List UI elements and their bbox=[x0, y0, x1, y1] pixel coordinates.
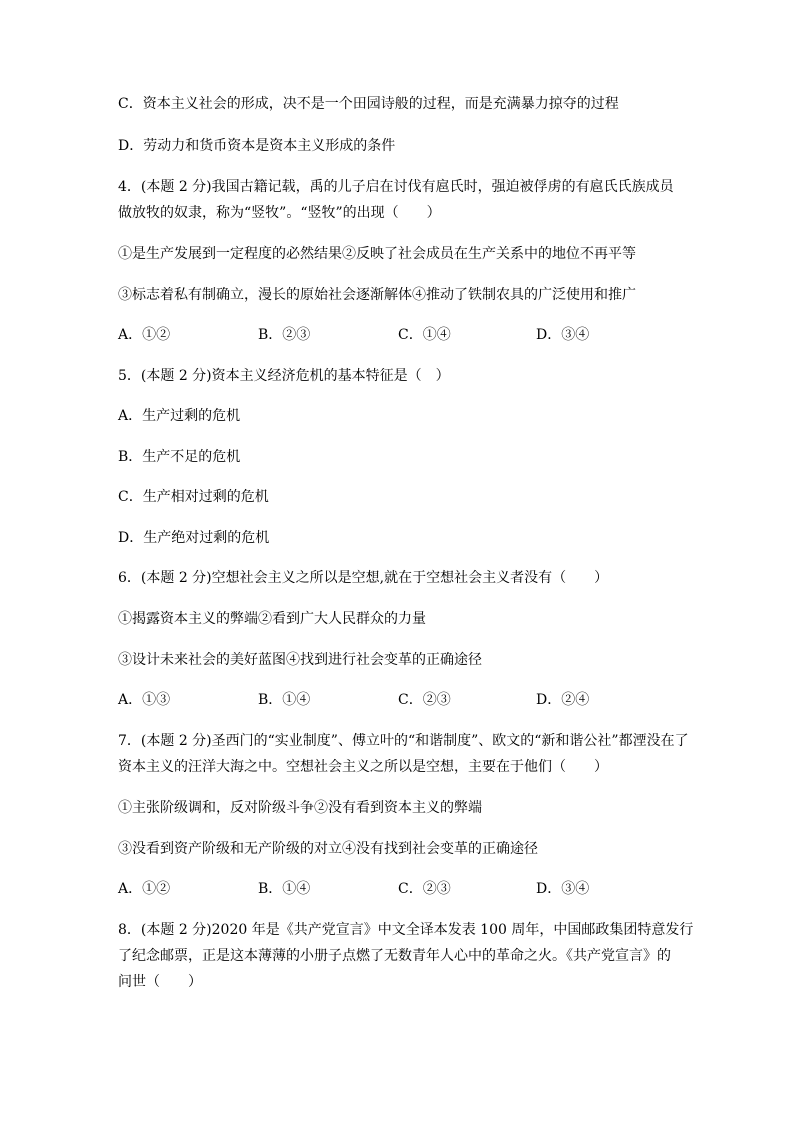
q7-stem-line-2: 资本主义的汪洋大海之中。空想社会主义之所以是空想，主要在于他们（ ） bbox=[118, 759, 608, 775]
q6-option-b: B．①④ bbox=[258, 692, 311, 708]
q6-option-c: C．②③ bbox=[398, 692, 451, 708]
q5-option-a: A．生产过剩的危机 bbox=[118, 408, 241, 424]
q4-option-c: C．①④ bbox=[398, 327, 451, 343]
q4-stem-line-1: 4．(本题 2 分)我国古籍记载，禹的儿子启在讨伐有扈氏时，强迫被俘虏的有扈氏氏族成员 bbox=[118, 179, 674, 195]
q4-stem-line-2: 做放牧的奴隶，称为“竖牧”。“竖牧”的出现（ ） bbox=[118, 205, 441, 221]
q4-option-d: D．③④ bbox=[536, 327, 590, 343]
q6-option-d: D．②④ bbox=[536, 692, 590, 708]
q3-option-c: C．资本主义社会的形成，决不是一个田园诗般的过程，而是充满暴力掠夺的过程 bbox=[118, 96, 619, 112]
q7-option-a: A．①② bbox=[118, 881, 171, 897]
q5-option-c: C．生产相对过剩的危机 bbox=[118, 489, 269, 505]
q7-stem-line-1: 7．(本题 2 分)圣西门的“实业制度”、傅立叶的“和谐制度”、欧文的“新和谐公社”都湮没在了 bbox=[118, 733, 689, 749]
q7-option-b: B．①④ bbox=[258, 881, 311, 897]
q7-statements-line-1: ①主张阶级调和，反对阶级斗争②没有看到资本主义的弊端 bbox=[118, 800, 482, 816]
q5-option-d: D．生产绝对过剩的危机 bbox=[118, 530, 270, 546]
q6-options bbox=[118, 690, 718, 710]
q4-option-a: A．①② bbox=[118, 327, 171, 343]
q8-stem-line-2: 了纪念邮票，正是这本薄薄的小册子点燃了无数青年人心中的革命之火。《共产党宣言》的 bbox=[118, 948, 671, 964]
q8-stem-line-1: 8．(本题 2 分)2020 年是《共产党宣言》中文全译本发表 100 周年，中国邮政集团特意发行 bbox=[118, 922, 694, 938]
q7-option-d: D．③④ bbox=[536, 881, 590, 897]
q4-option-b: B．②③ bbox=[258, 327, 311, 343]
q6-option-a: A．①③ bbox=[118, 692, 171, 708]
q4-statements-line-1: ①是生产发展到一定程度的必然结果②反映了社会成员在生产关系中的地位不再平等 bbox=[118, 246, 636, 262]
q4-options bbox=[118, 325, 718, 345]
q5-option-b: B．生产不足的危机 bbox=[118, 449, 241, 465]
q5-stem: 5．(本题 2 分)资本主义经济危机的基本特征是（ ） bbox=[118, 368, 450, 384]
q6-stem: 6．(本题 2 分)空想社会主义之所以是空想,就在于空想社会主义者没有（ ） bbox=[118, 570, 609, 586]
q7-options bbox=[118, 879, 718, 899]
q7-statements-line-2: ③没看到资产阶级和无产阶级的对立④没有找到社会变革的正确途径 bbox=[118, 841, 538, 857]
q7-option-c: C．②③ bbox=[398, 881, 451, 897]
q3-option-d: D．劳动力和货币资本是资本主义形成的条件 bbox=[118, 138, 396, 154]
q6-statements-line-2: ③设计未来社会的美好蓝图④找到进行社会变革的正确途径 bbox=[118, 652, 482, 668]
q8-stem-line-3: 问世（ ） bbox=[118, 974, 202, 990]
q4-statements-line-2: ③标志着私有制确立，漫长的原始社会逐渐解体④推动了铁制农具的广泛使用和推广 bbox=[118, 287, 636, 303]
q6-statements-line-1: ①揭露资本主义的弊端②看到广大人民群众的力量 bbox=[118, 611, 426, 627]
